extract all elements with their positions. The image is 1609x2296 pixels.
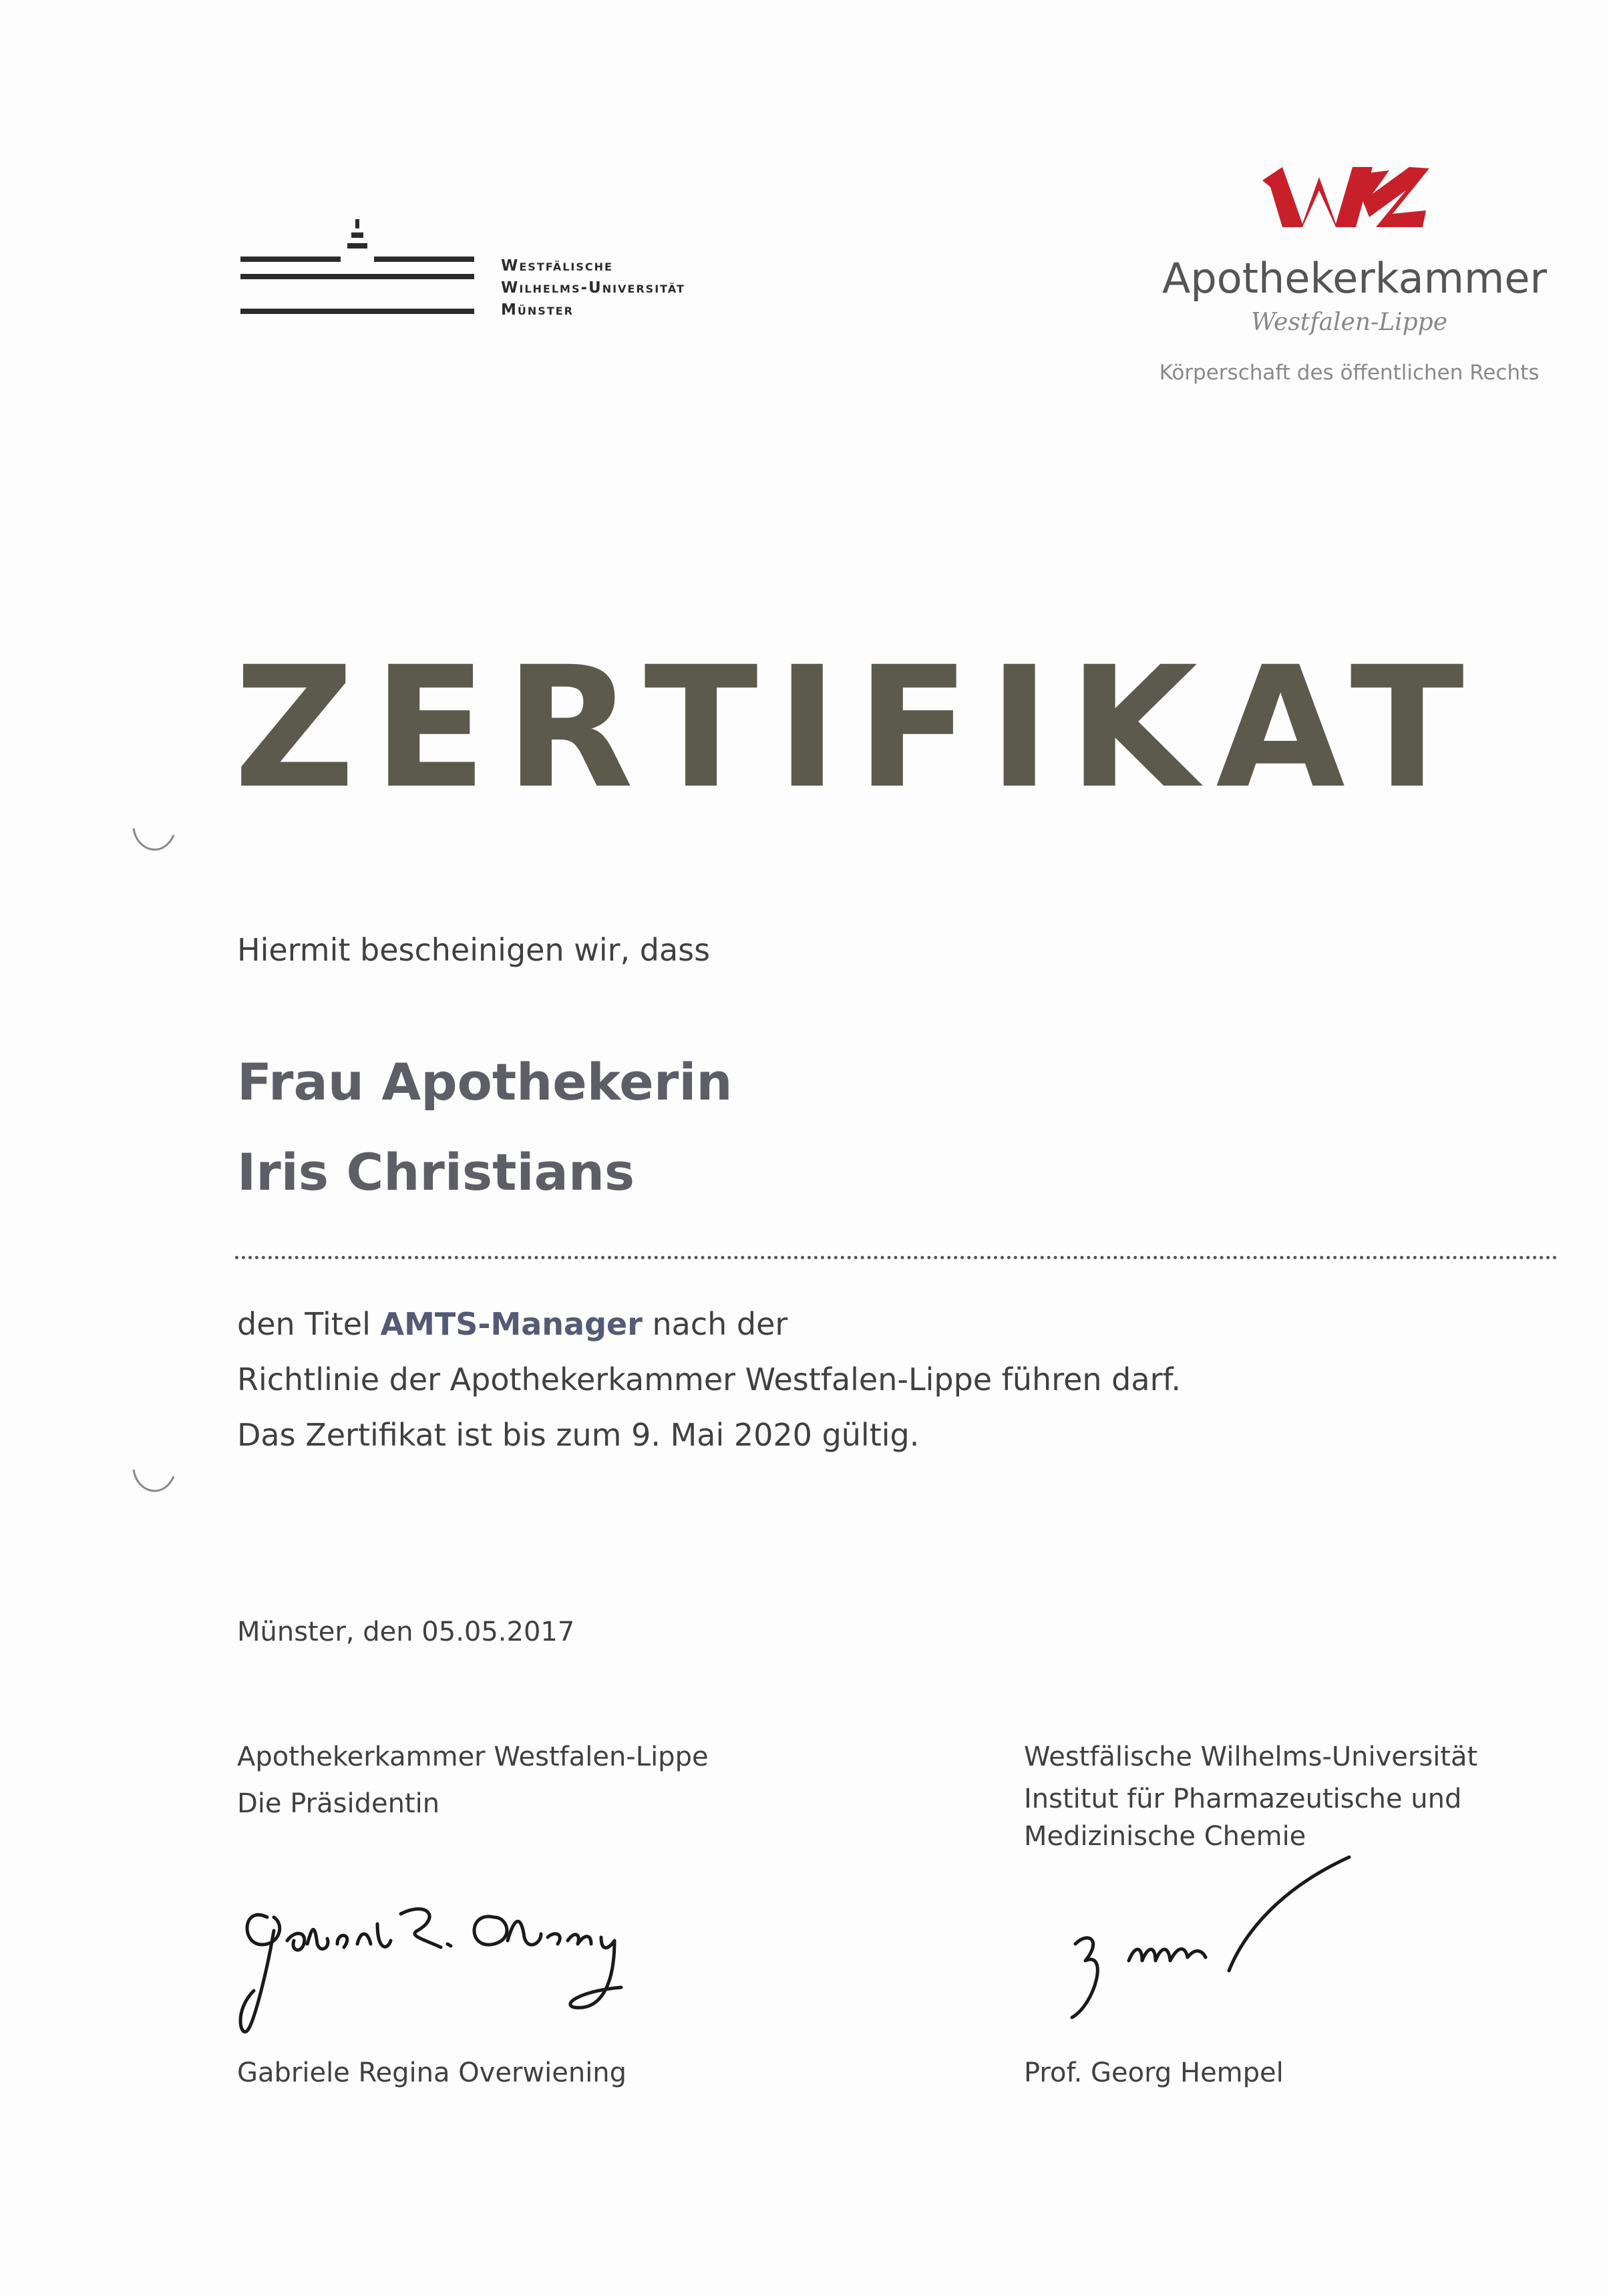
left-signatory-name: Gabriele Regina Overwiening [237,2058,627,2088]
right-signatory-org [1024,1734,1477,1855]
kammer-region: Westfalen-Lippe [1250,309,1448,336]
punch-hole-mark-icon [130,1460,177,1506]
punch-hole-mark-icon [130,818,177,865]
university-name-line3: Münster [501,301,574,319]
title-highlight: AMTS-Manager [380,1306,643,1342]
university-logo [240,212,748,333]
body-line-1-suffix: nach der [642,1306,788,1342]
right-signature-icon [1055,1850,1376,2044]
university-name-line1: Westfälische [501,257,613,275]
certificate-title: ZERTIFIKAT [234,631,1482,825]
intro-text: Hiermit bescheinigen wir, dass [237,932,711,968]
right-org-line2: Institut für Pharmazeutische und [1024,1784,1462,1814]
university-emblem-icon [240,212,494,333]
university-name [501,255,685,321]
body-line-3: Das Zertifikat ist bis zum 9. Mai 2020 gültig. [237,1417,920,1453]
left-signatory-org [237,1734,709,1827]
kammer-logo [1149,154,1550,394]
kammer-name: Apothekerkammer [1162,254,1548,303]
recipient-title: Frau Apothekerin [237,1052,733,1112]
kammer-mark-icon [1256,154,1443,234]
place-date: Münster, den 05.05.2017 [237,1617,575,1647]
left-signature-icon [227,1877,668,2044]
body-line-1 [237,1306,787,1342]
body-line-2: Richtlinie der Apothekerkammer Westfalen-Lippe führen darf. [237,1361,1181,1398]
right-org-line1: Westfälische Wilhelms-Universität [1024,1742,1478,1772]
kammer-subtitle: Körperschaft des öffentlichen Rechts [1159,361,1540,385]
body-line-1-prefix: den Titel [237,1306,381,1342]
left-org-line1: Apothekerkammer Westfalen-Lippe [237,1742,709,1772]
dotted-divider [235,1256,1558,1259]
right-signatory-name: Prof. Georg Hempel [1024,2058,1284,2088]
right-org-line3: Medizinische Chemie [1024,1821,1306,1852]
recipient-name: Iris Christians [237,1142,635,1202]
university-name-line2: Wilhelms-Universität [501,279,685,297]
left-org-line2: Die Präsidentin [237,1788,440,1819]
